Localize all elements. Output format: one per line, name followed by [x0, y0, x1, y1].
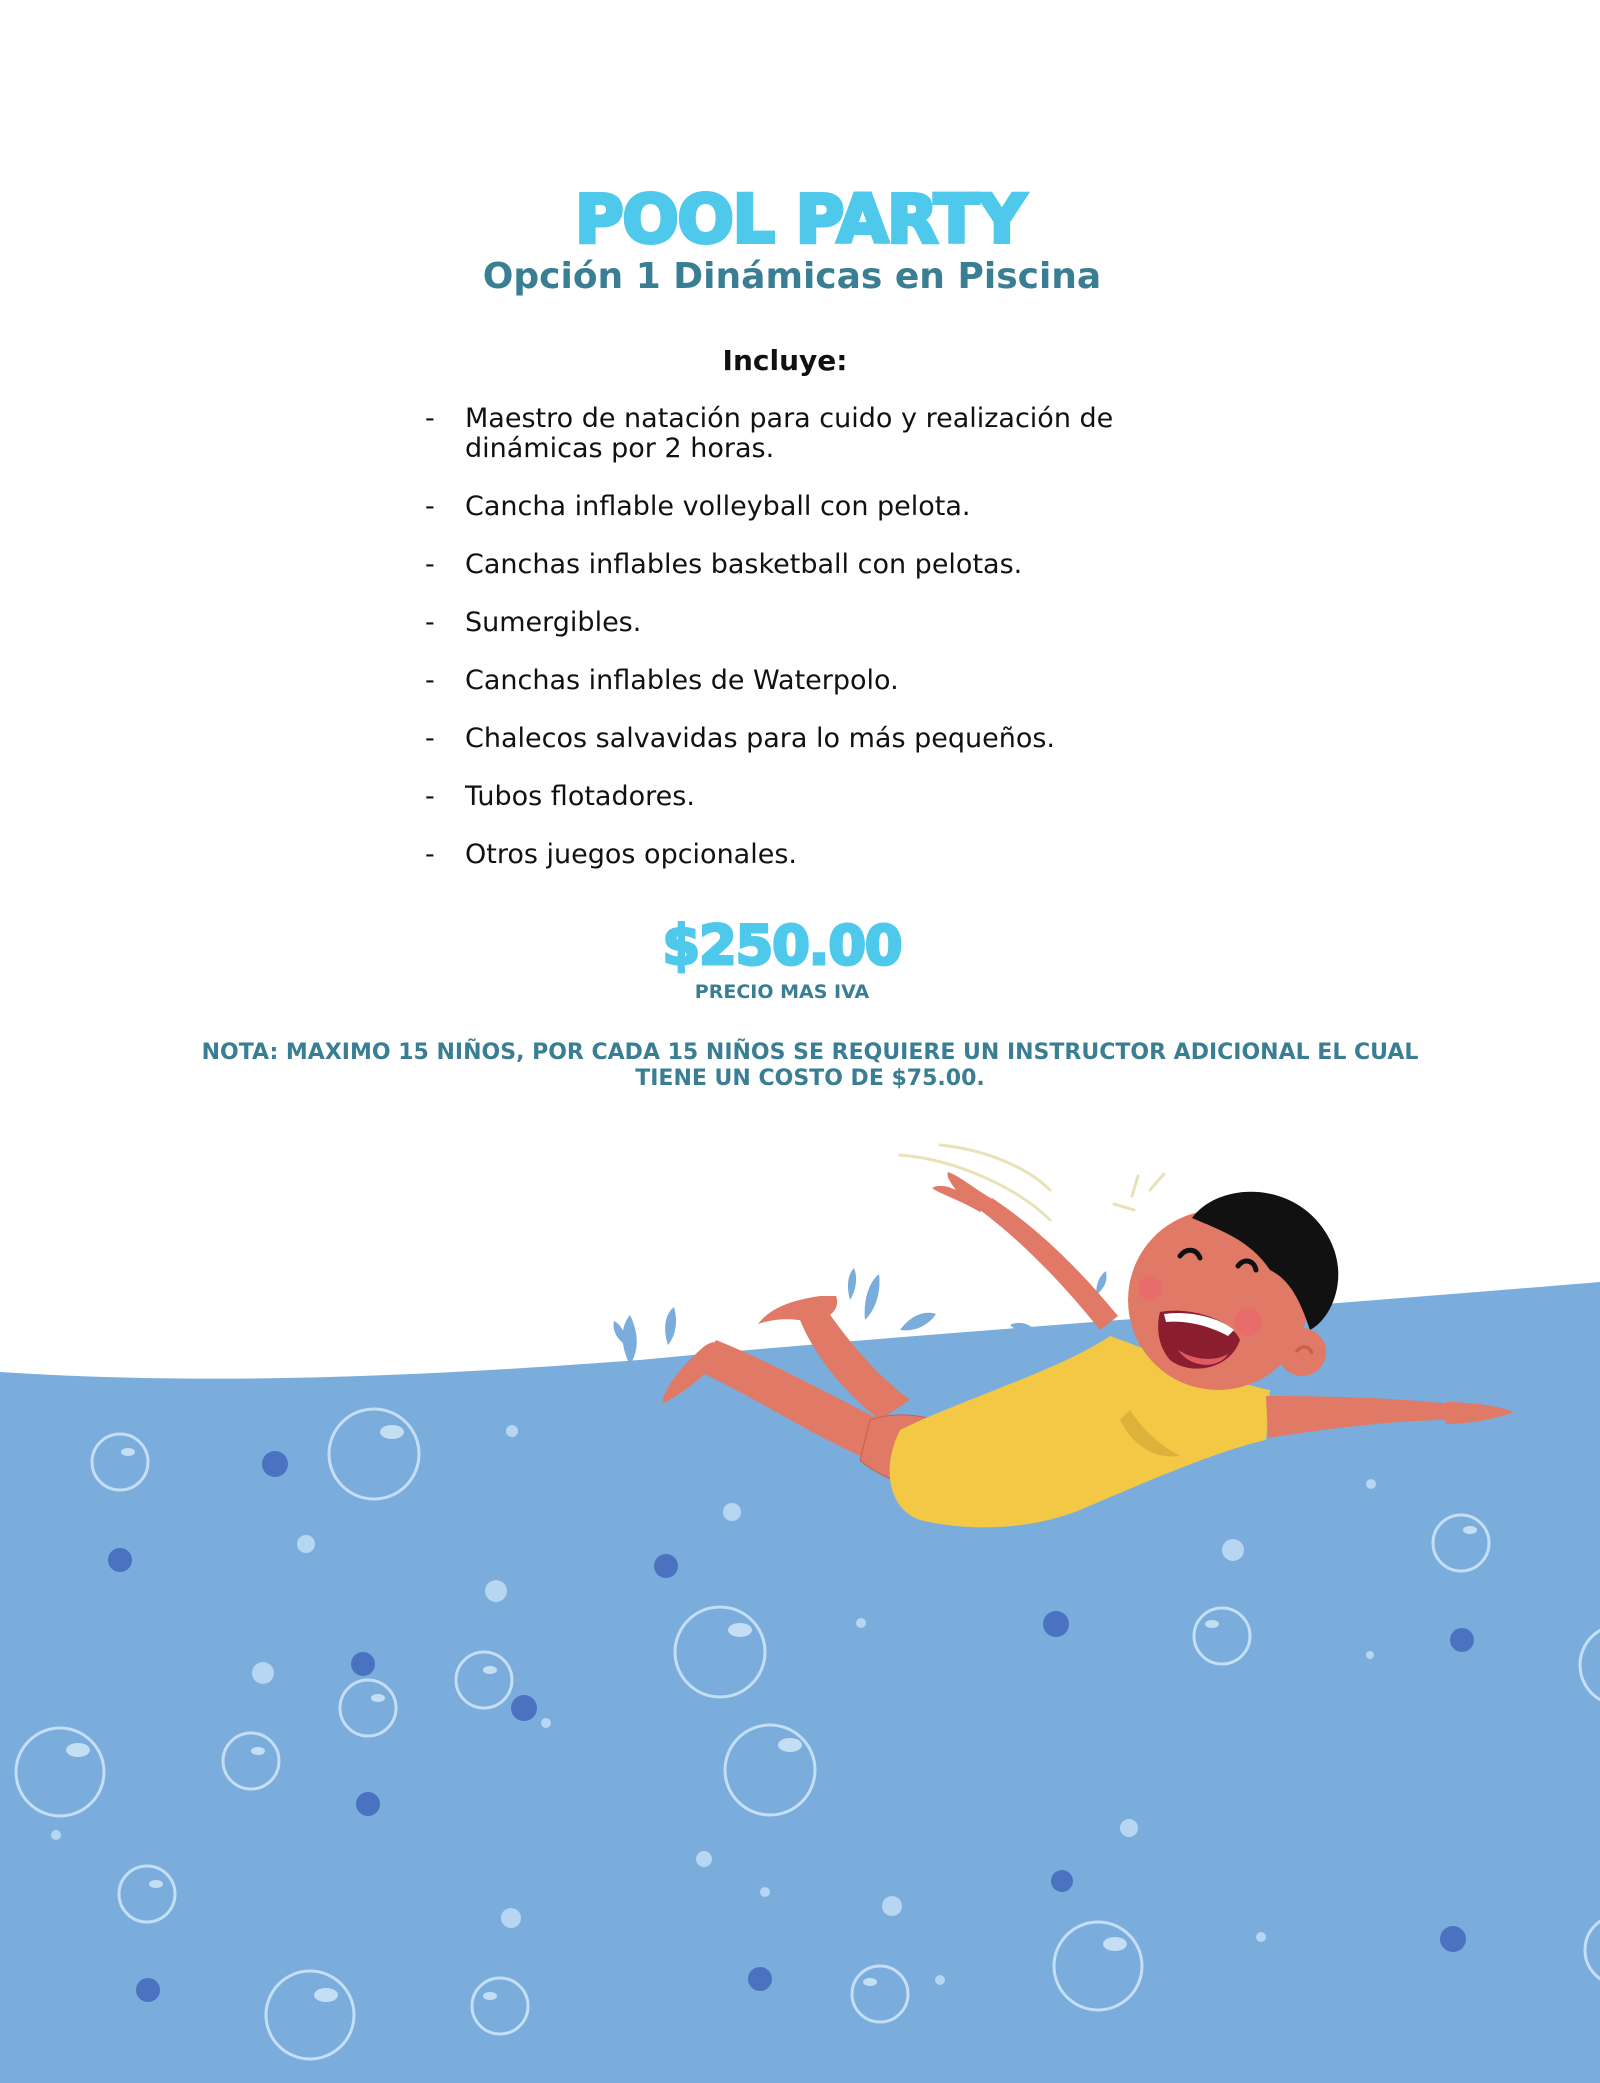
- list-item-text: Otros juegos opcionales.: [465, 839, 797, 870]
- kid-ear: [1278, 1328, 1326, 1376]
- list-item-text: Canchas inflables de Waterpolo.: [465, 665, 899, 696]
- list-item-text: Tubos flotadores.: [465, 781, 695, 812]
- includes-list: [425, 404, 1185, 898]
- list-item: - Otros juegos opcionales.: [425, 839, 797, 870]
- list-item-text: Canchas inflables basketball con pelotas.: [465, 549, 1023, 580]
- includes-heading: Incluye:: [722, 344, 848, 377]
- list-item: - Maestro de natación para cuido y realización de dinámicas por 2 horas.: [425, 403, 1114, 464]
- motion-lines: [900, 1145, 1164, 1220]
- list-item: - Tubos flotadores.: [425, 781, 695, 812]
- list-item-text: Chalecos salvavidas para lo más pequeños.: [465, 723, 1055, 754]
- list-item: - Chalecos salvavidas para lo más pequeños.: [425, 723, 1055, 754]
- list-item: - Canchas inflables de Waterpolo.: [425, 665, 899, 696]
- list-item: - Canchas inflables basketball con pelotas.: [425, 549, 1023, 580]
- price-amount: $250.00: [662, 914, 902, 977]
- list-item-text: Cancha inflable volleyball con pelota.: [465, 491, 971, 522]
- price-note: PRECIO MAS IVA: [694, 981, 870, 1003]
- list-item-text: Maestro de natación para cuido y realización de dinámicas por 2 horas.: [465, 403, 1114, 464]
- instructor-note: NOTA: MAXIMO 15 NIÑOS, POR CADA 15 NIÑOS SE REQUIERE UN INSTRUCTOR ADICIONAL EL CUAL TIENE UN COSTO DE $75.00.: [201, 1040, 1419, 1091]
- page-title: POOL PARTY: [575, 181, 1025, 258]
- swimming-kid-illustration: [0, 1120, 1600, 2083]
- list-item: - Sumergibles.: [425, 607, 642, 638]
- option-subtitle: Opción 1 Dinámicas en Piscina: [482, 256, 1102, 297]
- list-item: - Cancha inflable volleyball con pelota.: [425, 491, 971, 522]
- list-item-text: Sumergibles.: [465, 607, 642, 638]
